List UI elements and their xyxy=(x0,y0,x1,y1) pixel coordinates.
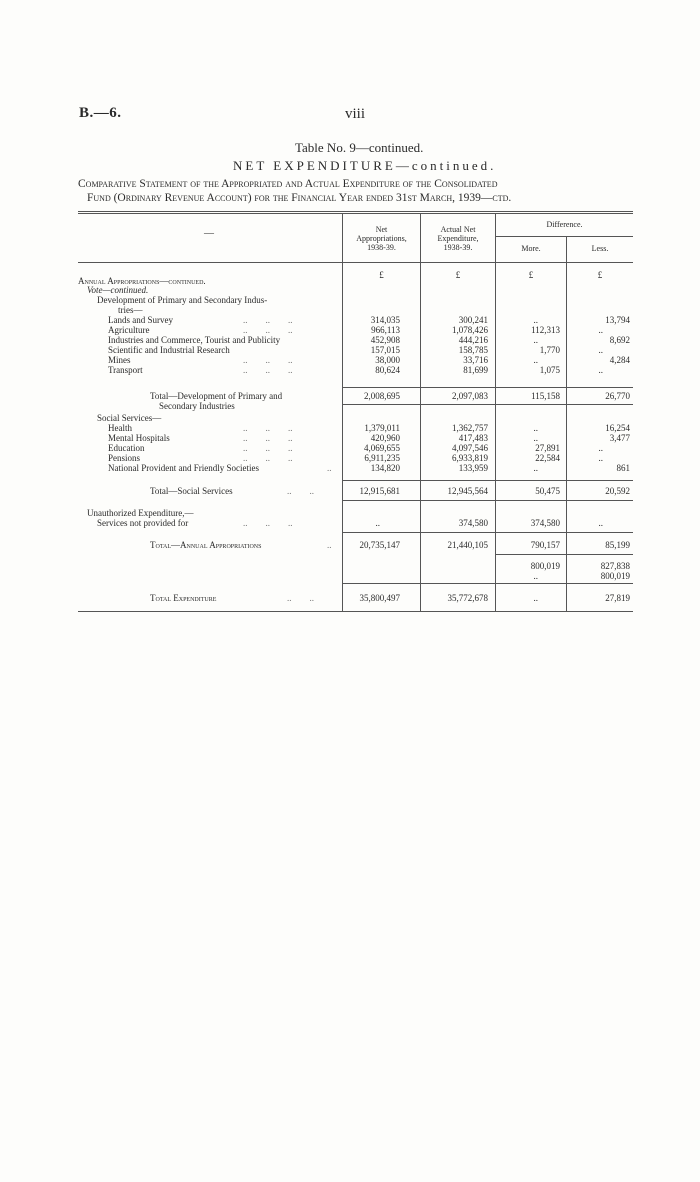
social-total-less: 20,592 xyxy=(605,486,630,496)
section-title: NET EXPENDITURE—continued. xyxy=(233,158,497,173)
row-net-appropriation: 134,820 xyxy=(370,463,400,473)
row-actual-expenditure: 417,483 xyxy=(458,433,488,443)
row-leader: .. .. .. xyxy=(243,355,293,365)
annual-total-actual: 21,440,105 xyxy=(447,540,488,550)
row-difference-less: 4,284 xyxy=(609,355,630,365)
more-heading: More. xyxy=(521,244,541,253)
row-label: Education xyxy=(108,443,145,453)
annual-total-more: 790,157 xyxy=(530,540,560,550)
social-total-leader: .. .. xyxy=(287,486,314,496)
row-difference-more: .. xyxy=(533,433,538,443)
row-difference-more: .. xyxy=(533,335,538,345)
currency-net: £ xyxy=(379,270,384,280)
row-actual-expenditure: 33,716 xyxy=(463,355,488,365)
social-total-label: Total—Social Services xyxy=(150,486,233,496)
row-difference-less: 861 xyxy=(616,463,630,473)
table-bottom-rule xyxy=(78,611,633,612)
row-leader: .. .. .. xyxy=(243,315,293,325)
row-label: Transport xyxy=(108,365,143,375)
row-difference-more: .. xyxy=(533,423,538,433)
row-leader: .. .. .. xyxy=(243,423,293,433)
row-net-appropriation: 452,908 xyxy=(370,335,400,345)
net-diff-top-rule xyxy=(495,554,633,555)
row-difference-less: .. xyxy=(598,365,603,375)
row-difference-less: .. xyxy=(598,345,603,355)
row-difference-more: .. xyxy=(533,315,538,325)
vote-heading: Vote—continued. xyxy=(87,285,149,295)
row-actual-expenditure: 133,959 xyxy=(458,463,488,473)
grand-total-less: 27,819 xyxy=(605,593,630,603)
row-difference-more: 112,313 xyxy=(531,325,560,335)
row-label: Scientific and Industrial Research xyxy=(108,345,230,355)
row-label: Mental Hospitals xyxy=(108,433,170,443)
row-net-appropriation: 1,379,011 xyxy=(364,423,400,433)
social-total-more: 50,475 xyxy=(535,486,560,496)
row-difference-more: .. xyxy=(533,355,538,365)
row-label: Health xyxy=(108,423,132,433)
page-reference: B.—6. xyxy=(79,105,122,121)
row-net-appropriation: 420,960 xyxy=(370,433,400,443)
row-actual-expenditure: 300,241 xyxy=(458,315,488,325)
unauth-net: .. xyxy=(375,518,380,528)
table-top-rule xyxy=(78,211,633,212)
row-leader: .. .. .. xyxy=(243,365,293,375)
grand-total-leader: .. .. xyxy=(287,593,314,603)
unauth-actual: 374,580 xyxy=(458,518,488,528)
dev-total-more: 115,158 xyxy=(531,391,560,401)
row-actual-expenditure: 4,097,546 xyxy=(452,443,488,453)
social-total-bottom-rule xyxy=(342,500,633,501)
social-total-actual: 12,945,564 xyxy=(447,486,488,496)
row-leader: .. .. .. xyxy=(243,453,293,463)
row-actual-expenditure: 158,785 xyxy=(458,345,488,355)
unauthorized-heading: Unauthorized Expenditure,— xyxy=(87,508,194,518)
row-net-appropriation: 157,015 xyxy=(370,345,400,355)
row-difference-less: .. xyxy=(598,325,603,335)
row-net-appropriation: 6,911,235 xyxy=(364,453,400,463)
row-difference-less: 16,254 xyxy=(605,423,630,433)
row-actual-expenditure: 1,362,757 xyxy=(452,423,488,433)
grand-total-actual: 35,772,678 xyxy=(447,593,488,603)
row-leader: .. .. .. xyxy=(243,433,293,443)
actual-expenditure-heading: Actual Net Expenditure, 1938-39. xyxy=(437,225,479,252)
row-difference-less: .. xyxy=(598,453,603,463)
row-difference-more: 1,770 xyxy=(539,345,560,355)
unauth-less: .. xyxy=(598,518,603,528)
row-difference-less: 3,477 xyxy=(609,433,630,443)
row-difference-more: 1,075 xyxy=(539,365,560,375)
row-net-appropriation: 966,113 xyxy=(371,325,400,335)
dev-total-less: 26,770 xyxy=(605,391,630,401)
grand-total-label: Total Expenditure xyxy=(150,593,217,603)
row-net-appropriation: 80,624 xyxy=(375,365,400,375)
net-appropriations-heading: Net Appropriations, 1938-39. xyxy=(356,225,407,252)
row-difference-more: 22,584 xyxy=(535,453,560,463)
row-label: National Provident and Friendly Societies xyxy=(108,463,259,473)
row-actual-expenditure: 1,078,426 xyxy=(452,325,488,335)
not-provided-label: Services not provided for xyxy=(97,518,189,528)
dev-total-net: 2,008,695 xyxy=(364,391,400,401)
annual-total-top-rule xyxy=(342,532,633,533)
difference-rule xyxy=(495,236,633,237)
dev-total-bottom-rule xyxy=(342,404,633,405)
row-label: Pensions xyxy=(108,453,141,463)
page-number: viii xyxy=(345,106,366,122)
currency-actual: £ xyxy=(455,270,461,280)
row-difference-more: 27,891 xyxy=(535,443,560,453)
annual-total-less: 85,199 xyxy=(605,540,630,550)
row-label: Industries and Commerce, Tourist and Publicity xyxy=(108,335,281,345)
row-difference-less: 8,692 xyxy=(609,335,630,345)
row-difference-more: .. xyxy=(533,463,538,473)
net-diff-less-1: 827,838 xyxy=(600,561,630,571)
currency-less: £ xyxy=(597,270,603,280)
header-bottom-rule xyxy=(78,262,633,263)
row-net-appropriation: 314,035 xyxy=(370,315,400,325)
row-label: Lands and Survey xyxy=(108,315,173,325)
row-difference-less: .. xyxy=(598,443,603,453)
net-diff-less-2: 800,019 xyxy=(600,571,630,581)
annual-total-net: 20,735,147 xyxy=(359,540,400,550)
annual-appropriations-heading: Annual Appropriations—continued. xyxy=(78,276,206,286)
row-actual-expenditure: 444,216 xyxy=(458,335,488,345)
statement-title-line-1: Comparative Statement of the Appropriated and Actual Expenditure of the Consolidated xyxy=(78,178,498,190)
grand-total-more: .. xyxy=(533,593,538,603)
table-top-rule-2 xyxy=(78,213,633,214)
social-total-top-rule xyxy=(342,480,633,481)
development-heading-line-2: tries— xyxy=(118,305,143,315)
net-diff-more-2: .. xyxy=(533,571,538,581)
currency-more: £ xyxy=(528,270,534,280)
grand-total-top-rule xyxy=(342,583,633,584)
dev-total-label-line-2: Secondary Industries xyxy=(159,401,235,411)
dev-total-label-line-1: Total—Development of Primary and xyxy=(150,391,283,401)
difference-heading: Difference. xyxy=(546,220,583,229)
row-label: Mines xyxy=(108,355,131,365)
statement-title-line-2: Fund (Ordinary Revenue Account) for the Financial Year ended 31st March, 1939—ctd. xyxy=(87,192,512,204)
label-column-heading: — xyxy=(204,228,214,239)
row-actual-expenditure: 81,699 xyxy=(463,365,488,375)
dev-total-actual: 2,097,083 xyxy=(452,391,488,401)
annual-total-leader: .. xyxy=(327,540,332,550)
table-title: Table No. 9—continued. xyxy=(295,140,424,155)
grand-total-net: 35,800,497 xyxy=(359,593,400,603)
row-actual-expenditure: 6,933,819 xyxy=(452,453,488,463)
development-heading-line-1: Development of Primary and Secondary Indus- xyxy=(97,295,268,305)
not-provided-leader: .. .. .. xyxy=(243,518,293,528)
row-leader: .. xyxy=(327,463,332,473)
annual-total-label: Total—Annual Appropriations xyxy=(150,540,262,550)
row-leader: .. .. .. xyxy=(243,443,293,453)
social-total-net: 12,915,681 xyxy=(359,486,400,496)
net-diff-more-1: 800,019 xyxy=(530,561,560,571)
row-net-appropriation: 38,000 xyxy=(375,355,400,365)
row-net-appropriation: 4,069,655 xyxy=(364,443,400,453)
social-services-heading: Social Services— xyxy=(97,413,162,423)
row-difference-less: 13,794 xyxy=(605,315,630,325)
dev-total-top-rule xyxy=(342,387,633,388)
unauth-more: 374,580 xyxy=(530,518,560,528)
less-heading: Less. xyxy=(591,244,609,253)
row-label: Agriculture xyxy=(108,325,150,335)
row-leader: .. .. .. xyxy=(243,325,293,335)
